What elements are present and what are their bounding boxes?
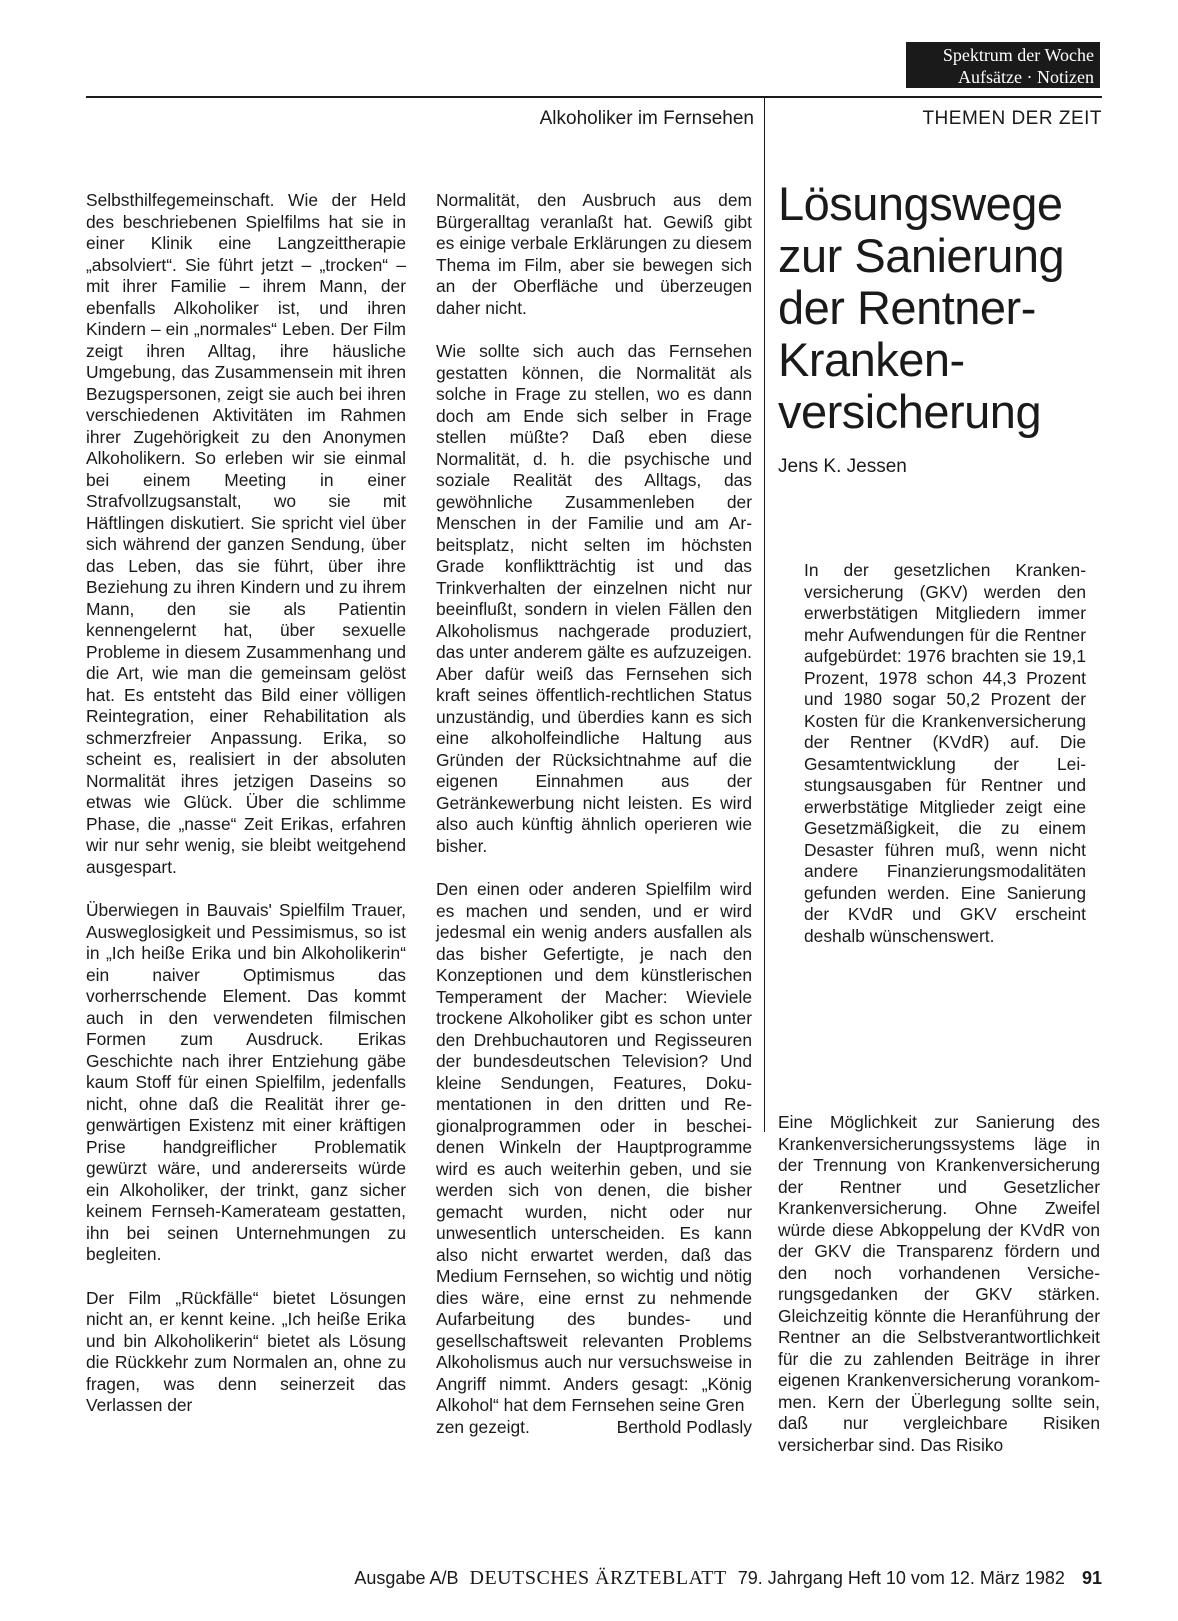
paragraph: Überwiegen in Bauvais' Spielfilm Trauer, Ausweglosigkeit und Pessimismus, so ist in „Ich heiße Erika und bin Alkoholikerin“ ein naiver Optimismus das vorherrschende Element. Das kommt auch in den verwendeten filmischen Formen zum Ausdruck. Erikas Geschichte nach ihrer Entziehung gäbe kaum Stoff für einen Spielfilm, jedenfalls nicht, ohne daß die Realität ihrer gegenwärtigen Existenz mit einer kräftigen Prise handgreiflicher Problematik gewürzt wäre, und andererseits würde ein Alkoholiker, der trinkt, ganz sicher keinem Fernseh-Kamerateam gestatten, ihn bei seinen Unternehmungen zu begleiten. xyxy=(86,900,406,1264)
section-badge-line-1: Spektrum der Woche xyxy=(942,45,1094,65)
headline-line: der Rentner- xyxy=(778,281,1036,334)
article-author: Jens K. Jessen xyxy=(778,456,907,477)
paragraph: Der Film „Rückfälle“ bietet Lösungen nicht an, er kennt keine. „Ich heiße Erika und bin Alkoholikerin“ bietet als Lösung die Rückkehr zum Normalen an, ohne zu fragen, was denn seinerzeit das Verlassen der xyxy=(86,1287,406,1415)
paragraph: Den einen oder anderen Spielfilm wird es machen und senden, und er wird jedesmal ein wenig anders ausfallen als das bisher Gefertigte, je nach den Konzeptionen und dem künstlerischen Temperament der Macher: Wieviele trockene Alkoholiker gibt es schon unter den Drehbuchautoren und Regisseuren der bundesdeutschen Television? Und kleine Sendungen, Features, Dokumentationen in den dritten und Regionalprogrammen oder in bescheidenen Winkeln der Hauptprogramme wird es auch weiterhin geben, und sie werden sich von denen, die bisher gemacht wurden, nicht oder nur unwesentlich unterscheiden. Es kann also nicht erwartet werden, daß das Medium Fernsehen, so wichtig und nötig dies wäre, eine ernst zu nehmende Aufarbeitung des bundes- und gesellschaftsweit relevanten Problems Alkoholismus auch nur versuchsweise in Angriff nimmt. Anders gesagt: „König Alkohol“ hat dem Fernsehen seine Gren xyxy=(436,879,752,1415)
left-article-column-2 xyxy=(436,190,752,1438)
footer-journal-name: DEUTSCHES ÄRZTEBLATT xyxy=(469,1567,727,1589)
headline-line: versicherung xyxy=(778,385,1042,438)
page-footer xyxy=(262,1567,1102,1590)
article-body: Eine Möglichkeit zur Sanierung des Krankenversicherungssystems läge in der Trennung von Krankenversicherung der Rentner und Gesetzlicher Krankenversicherung. Ohne Zweifel würde diese Abkoppelung der KVdR von der GKV die Transparenz fördern und den noch vorhandenen Versicherungsgedanken der GKV stärken. Gleichzeitig könnte die Heranführung der Rentner an die Selbstverantwortlichkeit für die zu zahlenden Beiträge in ihrer eigenen Krankenversicherung vorankommen. Kern der Überlegung sollte sein, daß nur vergleichbare Risiken versicherbar sind. Das Risiko xyxy=(778,1112,1100,1455)
footer-issue: 79. Jahrgang Heft 10 vom 12. März 1982 xyxy=(737,1568,1065,1588)
column-divider xyxy=(764,96,765,1132)
closing-line xyxy=(436,1417,752,1439)
running-header-left: Alkoholiker im Fernsehen xyxy=(539,108,754,129)
footer-edition: Ausgabe A/B xyxy=(354,1568,459,1588)
page-number: 91 xyxy=(1081,1568,1102,1588)
closing-text: zen gezeigt. xyxy=(436,1416,530,1437)
paragraph: Selbsthilfegemeinschaft. Wie der Held des beschriebenen Spielfilms hat sie in einer Klinik eine Langzeittherapie „absolviert“. Sie führt jetzt – „trocken“ – mit ihrer Familie – ihrem Mann, der ebenfalls Alkoholiker ist, und ihren Kindern – ein „normales“ Leben. Der Film zeigt ihren Alltag, ihre häusliche Umgebung, das Zusammensein mit ihren Bezugspersonen, zeigt sie auch bei ihren verschiedenen Aktivitäten im Rahmen ihrer Zugehörigkeit zu den Anonymen Alkoholikern. So erleben wir sie einmal bei einem Meeting in einer Strafvollzugsanstalt, wo sie mit Häftlingen diskutiert. Sie spricht viel über sich während der ganzen Sendung, über das Leben, das sie führt, über ihre Beziehung zu ihren Kindern und zu ihrem Mann, den sie als Patientin kennengelernt hat, über sexuelle Probleme in diesem Zusammenhang und die Art, wie man die gemeinsam gelöst hat. Es entsteht das Bild einer völligen Reintegration, einer Rehabilitation als schmerzfreier Anpassung. Erika, so scheint es, realisiert in der absoluten Normalität ihres jetzigen Daseins so etwas wie Glück. Über die schlimme Phase, die „nasse“ Zeit Erikas, erfahren wir nur sehr wenig, sie bleibt weitgehend ausgespart. xyxy=(86,190,406,877)
headline-line: zur Sanierung xyxy=(778,229,1065,282)
header-rule xyxy=(86,96,1102,98)
headline-line: Lösungswege xyxy=(778,177,1063,230)
section-badge-line-2: Aufsätze · Notizen xyxy=(958,67,1094,87)
paragraph: Normalität, den Ausbruch aus dem Bürgeralltag veranlaßt hat. Gewiß gibt es einige verbale Erklärungen zu diesem Thema im Film, aber sie bewegen sich an der Oberfläche und überzeugen daher nicht. xyxy=(436,190,752,318)
section-badge xyxy=(906,42,1100,88)
article-signature: Berthold Podlasly xyxy=(616,1416,752,1437)
headline-line: Kranken- xyxy=(778,333,965,386)
article-headline xyxy=(778,178,1108,438)
left-article-column-1 xyxy=(86,190,406,1439)
article-abstract: In der gesetzlichen Krankenversicherung (GKV) werden den erwerbstätigen Mitgliedern immer mehr Aufwendungen für die Rentner aufgebürdet: 1976 brachten sie 19,1 Prozent, 1978 schon 44,3 Prozent und 1980 sogar 50,2 Prozent der Kosten für die Krankenversicherung der Rentner (KVdR) auf. Die Gesamtentwicklung der Leistungsausgaben für Rentner und erwerbstätige Mitglieder zeigt eine Gesetzmäßigkeit, die zu einem Desaster führen muß, wenn nicht andere Finanzierungsmodalitäten gefunden werden. Eine Sanierung der KVdR und GKV erscheint deshalb wünschenswert. xyxy=(804,560,1086,946)
paragraph: Wie sollte sich auch das Fernsehen gestatten können, die Normalität als solche in Frage zu stellen, wo es dann doch am Ende sich selber in Frage stellen müßte? Daß eben diese Normalität, d. h. die psychische und soziale Realität des Alltags, das gewöhnliche Zusammenleben der Menschen in der Familie und am Arbeitsplatz, nicht selten im höchsten Grade konfliktträchtig ist und das Trinkverhalten der einzelnen nicht nur beeinflußt, sondern in vielen Fällen den Alkoholismus nachgerade produziert, das unter anderem gälte es aufzuzeigen. Aber dafür weiß das Fernsehen sich kraft seines öffentlich-rechtlichen Status unzuständig, und überdies kann es sich eine alkoholfeindliche Haltung aus Gründen der Rücksichtnahme auf die eigenen Einnahmen aus der Getränkewerbung nicht leisten. Es wird also auch künftig ähnlich operieren wie bisher. xyxy=(436,341,752,856)
running-header-right: THEMEN DER ZEIT xyxy=(922,108,1102,129)
